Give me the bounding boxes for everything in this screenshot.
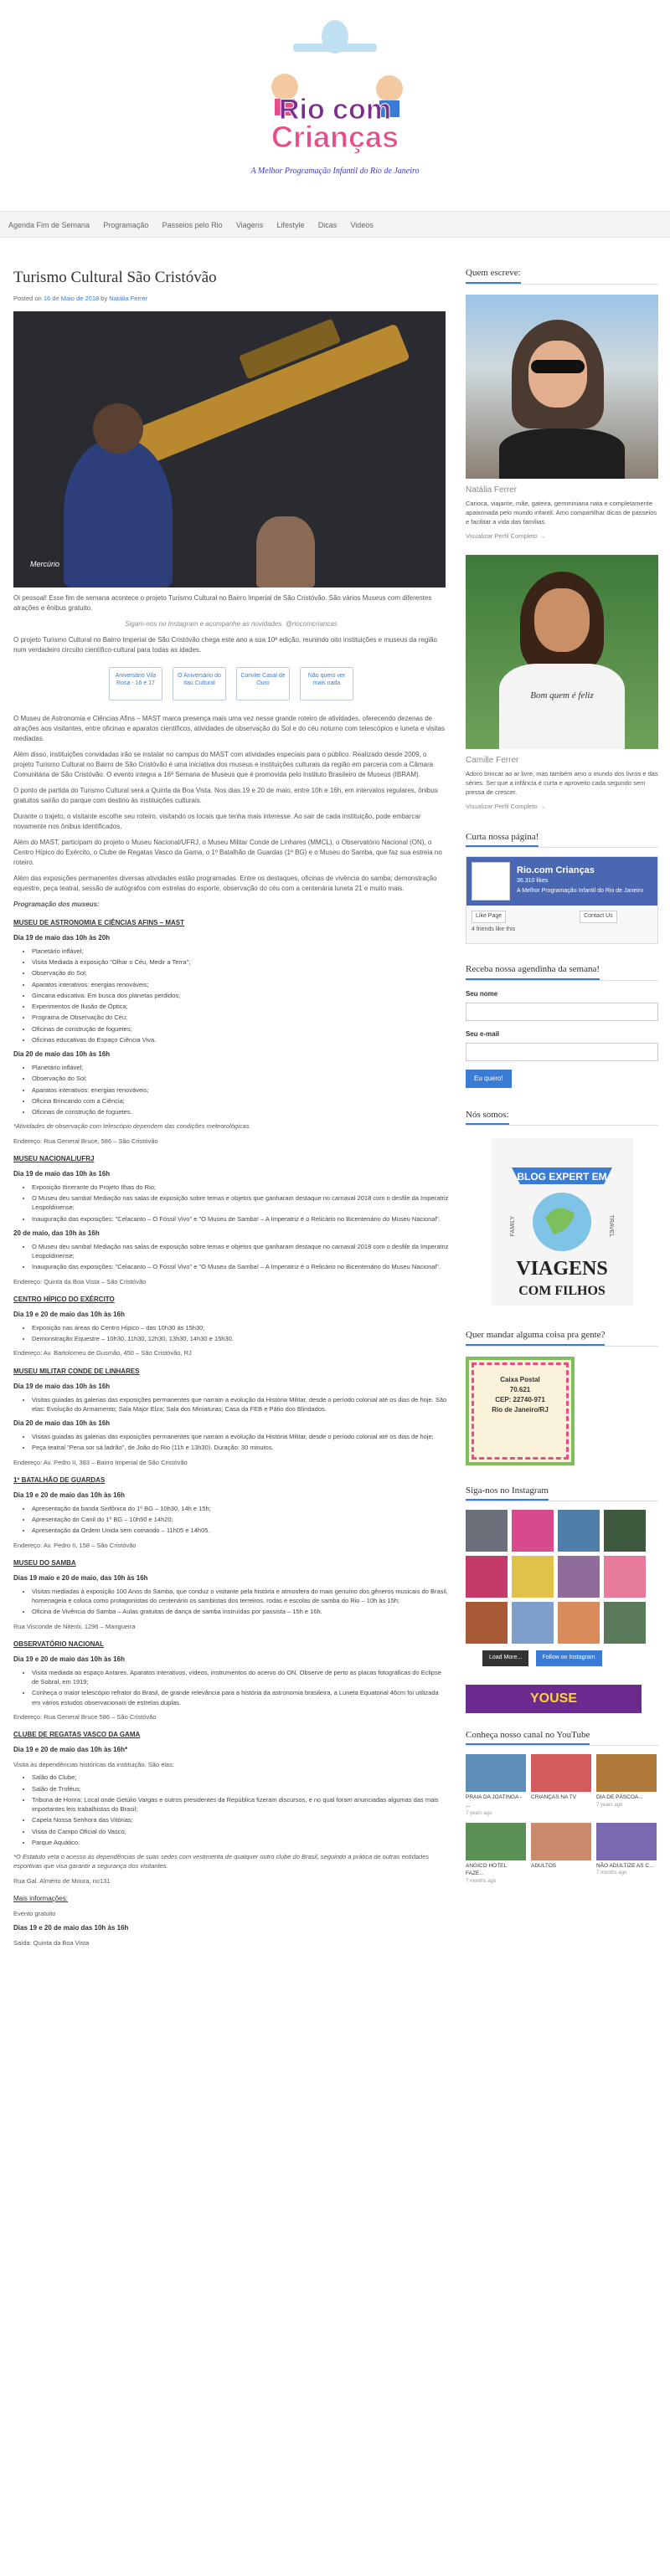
instagram-photo[interactable] (512, 1556, 554, 1598)
badge-top-text: BLOG EXPERT EM (517, 1171, 607, 1183)
section-title: CLUBE DE REGATAS VASCO DA GAMA (13, 1731, 141, 1738)
list-item: • Visitas guiadas às galerias das exposições permanentes que narram a evolução da História Militar, desde o período colonial até os dias de hoje. São elas: Evolução do Armamento; Sala Major Elza; Sala dos Miniaturas; Casa da FEB e Pátio dos Blindados. (32, 1395, 449, 1414)
related-post[interactable]: Aniversário Vila Rosa - 16 e 17 (109, 667, 162, 700)
svg-text:Crianças: Crianças (271, 120, 399, 154)
instagram-photo[interactable] (604, 1510, 646, 1552)
related-post[interactable]: O Aniversário do Itaú Cultural (173, 667, 226, 700)
author-photo-camille (466, 555, 658, 749)
list-item: • Conheça o maior telescópio refrator do Brasil, de grande relevância para a história da astronomia brasileira, a Luneta Equatorial 46cm foi utilizada em vários estudos observacionais de estrelas duplas. (32, 1688, 449, 1707)
post-intro: Oi pessoal! Esse fim de semana acontece o projeto Turismo Cultural no Bairro Imperial de São Cristóvão. São vários Museus com diferentes atrações e ênibus gratuito. (13, 593, 432, 612)
author-bio: Carioca, viajante, mãe, gateira, gemminiana nata e completamente apaixonada pelo mundo infantil. Amo compartilhar dicas de passeios e facilitar a vida das famílias. (466, 499, 657, 526)
list-item: • Visita Mediada à exposição "Olhar o Céu, Medir a Terra"; (32, 957, 449, 967)
section-day: Dia 20 de maio das 10h às 16h (13, 1050, 111, 1058)
list-item: • Apresentação do Canil do 1º BG – 10h50 e 14h20; (32, 1515, 449, 1524)
site-logo[interactable] (234, 12, 436, 171)
fb-likes-count: 36.310 likes (517, 878, 549, 884)
list-item: • Oficinas de construção de foguetes. (32, 1107, 449, 1116)
author-name: Camille Ferrer (466, 755, 519, 765)
section-address: Rua Visconde de Niterói, 1296 – Mangueira (13, 1622, 136, 1630)
section-day: Dia 19 de maio das 10h às 20h (13, 933, 111, 942)
post-paragraph: Além do MAST, participam do projeto o Museu Nacional/UFRJ, o Museu Militar Conde de Linhares (MMCL), o Observatório Nacional (ON), o Centro Hípico do Exército, o Clube de Regatas Vasco da Gama, o 1º Batalhão de Guardas (1º BG) e o Museu do Samba, que faz sua estreia no roteiro. (13, 838, 442, 866)
section-day: Dia 20 de maio das 10h às 16h (13, 1419, 111, 1427)
site-tagline: A Melhor Programação Infantil do Rio de Janeiro (250, 167, 420, 176)
related-post[interactable]: Não quero ver mais nada (300, 667, 353, 700)
instagram-photo[interactable] (558, 1602, 600, 1644)
list-item: • Visitas mediadas à exposição 100 Anos do Samba, que conduz o visitante pela história e atmosfera do mais genuíno dos gêneros musicais do Brasil, homenageia e coloca como protagonistas do centenário os sambistas dos terreiros, rodas e escolas de samba do Rio – 10h às 15h; (32, 1587, 449, 1606)
list-item: • Visita do Campo Oficial do Vasco; (32, 1827, 449, 1836)
list-item: • Visita mediada ao espaço Antares. Aparatos interativos, vídeos, instrumentos do acervo do ON. Observe de perto as placas fotográficas do Eclipse de Sobral, em 1919; (32, 1668, 449, 1687)
postal-line: Rio de Janeiro/RJ (492, 1405, 549, 1414)
section-address: Endereço: Av. Pedro II, 383 – Bairro Imperial de São Cristóvão (13, 1458, 188, 1466)
blog-expert-badge[interactable] (466, 1134, 658, 1310)
section-note: *O Estatuto veta o acesso às dependências de suas sedes com vestimenta de qualquer outro clube do Brasil, seguindo a prática de outras entidades esportivas que visa garantir a segurança dos visitantes. (13, 1853, 430, 1870)
section-title: MUSEU MILITAR CONDE DE LINHARES (13, 1367, 140, 1375)
instagram-photo[interactable] (558, 1510, 600, 1552)
activity-list (32, 1242, 449, 1272)
section-day: Dia 19 e 20 de maio das 10h às 16h (13, 1491, 125, 1499)
youtube-video[interactable]: NÃO ADULTIZE AS C... 7 months ago (596, 1823, 657, 1886)
post-paragraph: Além disso, instituições convidadas irão se instalar no campus do MAST com atividades especiais para o público. Realizado desde 2009, o projeto Turismo Cultural no Bairro de São Cristóvão é uma iniciativa dos museus e instituições culturais da região em parceria com a Câmara Comunitária de São Cristóvão. O evento integra a 16ª Semana de Museus que é promovida pelo Instituto Brasileiro de Museus (IBRAM). (13, 750, 434, 778)
list-item: • Oficina de Vivência do Samba – Aulas gratuitas de dança de samba instruídas por passista – 15h e 16h. (32, 1607, 449, 1616)
section-address: Endereço: Rua General Bruce 586 – São Cristóvão (13, 1712, 157, 1721)
list-item: • Exposição nas áreas do Centro Hípico – das 10h30 às 15h30; (32, 1323, 449, 1332)
list-item: • Inauguração das exposições: "Celacanto – O Fóssil Vivo" e "O Museu de Samba! – A Imperatriz é o Relicário no Bicentenário do Museu Nacional". (32, 1214, 449, 1224)
section-day: Dia 19 e 20 de maio das 10h às 16h (13, 1655, 125, 1663)
more-info-line: Evento gratuito (13, 1909, 56, 1917)
programacao-heading: Programação dos museus: (13, 900, 100, 908)
nav-item-viagens[interactable]: Viagens (235, 221, 264, 229)
list-item: • Oficina Brincando com a Ciência; (32, 1096, 449, 1106)
nav-item-passeios[interactable]: Passeios pelo Rio (162, 221, 223, 229)
activity-list (32, 1323, 449, 1344)
section-day: Dia 19 e 20 de maio das 10h às 16h* (13, 1746, 128, 1753)
activity-list (32, 1063, 449, 1116)
main-nav (0, 211, 670, 238)
subscribe-button[interactable]: Eu quero! (466, 1070, 512, 1088)
section-intro: Visita às dependências históricas da instituição. São elas: (13, 1761, 175, 1768)
list-item: • Apresentação da Ordem Unida sem comando – 11h05 e 14h05. (32, 1526, 449, 1535)
section-day: Dia 19 e 20 de maio das 10h às 16h (13, 1310, 125, 1318)
nav-item-dicas[interactable]: Dicas (317, 221, 338, 229)
more-info-title: Mais informações: (13, 1894, 68, 1902)
list-item: • Salão do Clube; (32, 1773, 449, 1782)
post-paragraph: Além das exposições permanentes diversas atividades estão programadas. Entre os destaques, oficinas de vivência do samba; demonstração equestre, peça teatral, sessão de autógrafos com estrelas do esporte, observação do céu com a centenária luneta 21 e muito mais. (13, 874, 437, 892)
section-title: OBSERVATÓRIO NACIONAL (13, 1640, 105, 1648)
author-name: Natália Ferrer (466, 485, 518, 495)
list-item: • Gincana educativa: Em busca dos planetas perdidos; (32, 991, 449, 1000)
post-paragraph: Durante o trajeto, o visitante escolhe seu roteiro, visitando os locais que tenha mais interesse. Ao sair de cada instituição, pode embarcar novamente nos ônibus identificados. (13, 812, 421, 830)
list-item: • Demonstração Equestre – 10h30, 11h30, 12h30, 13h30, 14h30 e 15h30. (32, 1334, 449, 1343)
youtube-video[interactable]: ANGICO HOTEL FAZE... 7 months ago (466, 1823, 526, 1886)
section-address: Endereço: Rua General Bruce, 586 – São Cristóvão (13, 1137, 158, 1145)
list-item: • Parque Aquático. (32, 1838, 449, 1847)
list-item: • Aparatos interativos: energias renováveis; (32, 980, 449, 989)
postal-line: Caixa Postal (500, 1375, 540, 1383)
more-info-line: Dias 19 e 20 de maio das 10h às 16h (13, 1924, 129, 1932)
post-date-link[interactable]: 16 de Maio de 2018 (43, 294, 100, 302)
email-input[interactable] (466, 1043, 658, 1061)
name-input[interactable] (466, 1003, 658, 1021)
postal-line: CEP: 22740-971 (495, 1395, 545, 1403)
site-header (0, 0, 670, 209)
svg-text:Rio com: Rio com (278, 94, 392, 126)
youtube-video[interactable]: PRAIA DA JOATINGA - ... 7 years ago (466, 1754, 526, 1818)
instagram-photo[interactable] (604, 1556, 646, 1598)
activity-list (32, 1773, 449, 1847)
widget-title: Curta nossa página! (466, 830, 539, 848)
section-day: 20 de maio, das 10h às 16h (13, 1229, 100, 1237)
section-title: MUSEU DO SAMBA (13, 1558, 76, 1567)
ad-banner[interactable] (466, 1685, 642, 1713)
activity-list (32, 947, 449, 1044)
post-paragraph: O projeto Turismo Cultural no Bairro Imperial de São Cristóvão chega este ano a sua 10ª edição, reunindo oito instituições e museus da região num verdadeiro circuito científico-cultural para todas as idades. (13, 635, 437, 654)
image-caption: Mercúrio (30, 559, 60, 568)
related-post[interactable]: Convite Casal de Ouro (236, 667, 290, 700)
section-address: Endereço: Av. Bartolomeu de Gusmão, 450 – São Cristóvão, RJ (13, 1349, 192, 1357)
list-item: • O Museu deu samba! Mediação nas salas de exposição sobre temas e objetos que ganharam destaque no carnaval 2018 com o desfile da Imperatriz Leopoldinense; (32, 1193, 449, 1213)
activity-list (32, 1183, 449, 1224)
instagram-photo[interactable] (558, 1556, 600, 1598)
section-day: Dia 19 de maio das 10h às 16h (13, 1382, 111, 1390)
nav-item-programacao[interactable]: Programação (103, 221, 149, 229)
fb-contact-button[interactable]: Contact Us (580, 911, 617, 923)
instagram-line: Sigam-nos no Instagram e acompanhe as novidades. @riocomcriancas (125, 619, 338, 628)
list-item: • Peça teatral "Pena sor sá ladrão", de João do Rio (11h e 13h30). Duração: 30 minutos. (32, 1443, 449, 1452)
activity-list (32, 1432, 449, 1453)
section-title: MUSEU NACIONAL/UFRJ (13, 1154, 95, 1162)
related-posts (13, 667, 449, 700)
author-profile-link[interactable]: Visualizar Perfil Completo → (466, 532, 546, 541)
shirt-text: Bom quem é feliz (530, 690, 594, 700)
instagram-photo[interactable] (466, 1510, 508, 1552)
section-title: MUSEU DE ASTRONOMIA E CIÊNCIAS AFINS – MAST (13, 918, 185, 926)
list-item: • Salão de Troféus; (32, 1784, 449, 1793)
section-title: 1º BATALHÃO DE GUARDAS (13, 1475, 106, 1484)
more-info-line: Saída: Quinta da Boa Vista (13, 1939, 90, 1947)
section-title: CENTRO HÍPICO DO EXÉRCITO (13, 1295, 115, 1303)
nav-item-videos[interactable]: Videos (350, 221, 374, 229)
list-item: • Visitas guiadas às galerias das exposições permanentes que narram a evolução da História Militar, desde o período colonial até os dias de hoje; (32, 1432, 449, 1441)
section-address: Endereço: Quinta da Boa Vista – São Cristóvão (13, 1277, 147, 1285)
list-item: • Tribuna de Honra: Local onde Getúlio Vargas e outros presidentes da República fizeram discursos, e no qual foram anunciadas algumas das mais importantes leis trabalhistas do Brasil; (32, 1795, 449, 1814)
activity-list (32, 1668, 449, 1707)
section-note: *Atividades de observação com telescópio dependem das condições meteorológicas. (13, 1122, 251, 1131)
widget-title: Quem escreve: (466, 266, 521, 284)
activity-list (32, 1587, 449, 1617)
post-paragraph: O Museu de Astronomia e Ciências Afins – MAST marca presença mais uma vez nesse grande roteiro de atividades, oferecendo dezenas de atrações aos visitantes, entre oficinas e aparatos científicos, atividades de observação do Sol e do céu noturno com telescópios e luneta e visitas mediadas. (13, 714, 445, 742)
sidebar (466, 266, 658, 1886)
instagram-load-more[interactable]: Load More... (482, 1650, 528, 1666)
list-item: • Planetário inflável; (32, 1063, 449, 1072)
postal-card (466, 1357, 575, 1465)
instagram-photo[interactable] (466, 1602, 508, 1644)
fb-page-subtitle: A Melhor Programação Infantil do Rio de Janeiro (517, 888, 643, 894)
post-body (13, 593, 449, 1948)
email-label: Seu e-mail (466, 1029, 500, 1038)
main-content (13, 266, 449, 1947)
post-author-link[interactable]: Natália Ferrer (109, 294, 148, 302)
meta-by: by (100, 294, 108, 302)
widget-title: Nós somos: (466, 1108, 509, 1126)
instagram-follow[interactable]: Follow on Instagram (536, 1650, 602, 1666)
section-address: Endereço: Av. Pedro II, 158 – São Cristóvão (13, 1541, 137, 1549)
badge-left-text: FAMILY (510, 1215, 516, 1237)
list-item: • Apresentação da banda Sinfônica do 1º BG – 10h30, 14h e 15h; (32, 1504, 449, 1513)
section-day: Dias 19 maio e 20 de maio, das 10h às 16h (13, 1573, 148, 1582)
nav-item-lifestyle[interactable]: Lifestyle (276, 221, 305, 229)
fb-page-name[interactable]: Rio.com Crianças (517, 865, 595, 875)
widget-title: Conheça nosso canal no YouTube (466, 1728, 590, 1746)
list-item: • Observação do Sol; (32, 968, 449, 978)
fb-page-logo (472, 862, 510, 901)
activity-list (32, 1395, 449, 1414)
section-address: Rua Gal. Almério de Moura, no131 (13, 1876, 111, 1885)
badge-main-2: COM FILHOS (518, 1284, 606, 1298)
author-profile-link[interactable]: Visualizar Perfil Completo → (466, 803, 546, 811)
postal-line: 70.621 (509, 1385, 531, 1393)
instagram-grid (466, 1510, 658, 1644)
post-meta (13, 294, 449, 303)
instagram-photo[interactable] (512, 1510, 554, 1552)
name-label: Seu nome (466, 989, 498, 998)
author-photo-natalia (466, 295, 658, 479)
badge-main-1: VIAGENS (516, 1258, 608, 1280)
youtube-grid (466, 1754, 658, 1886)
fb-friends-like: 4 friends like this (472, 926, 516, 932)
author-bio: Adoro brincar ao ar livre, mas também amo o mundo dos livros e das séries. Ser que a infância é curta e aproveito cada segundo sem pressa de crescer. (466, 769, 658, 796)
badge-right-text: TRAVEL (608, 1214, 614, 1238)
list-item: • Oficinas educativas do Espaço Ciência Viva. (32, 1035, 449, 1044)
widget-title: Quer mandar alguma coisa pra gente? (466, 1328, 605, 1346)
list-item: • Programa de Observação do Céu; (32, 1013, 449, 1022)
list-item: • Inauguração das exposições: "Celacanto – O Fóssil Vivo" e "O Museu da Samba! – A Imperatriz é o Relicário no Bicentenário do Museu Nacional". (32, 1262, 449, 1271)
ad-text: YOUSE (529, 1691, 577, 1706)
youtube-video[interactable]: ADULTOS (531, 1823, 591, 1886)
list-item: • Oficinas de construção de foguetes; (32, 1024, 449, 1034)
list-item: • Experimentos de Ilusão de Óptica; (32, 1002, 449, 1011)
post-paragraph: O ponto de partida do Turismo Cultural será a Quinta da Boa Vista. Nos dias 19 e 20 de maio, entre 10h e 16h, em intervalos regulares, ônibus gratuitos sairão do parque com destino às instituições culturais. (13, 786, 438, 804)
list-item: • Exposição Itinerante do Projeto Ilhas do Rio; (32, 1183, 449, 1192)
widget-title: Siga-nos no Instagram (466, 1484, 549, 1501)
meta-prefix: Posted on (13, 294, 42, 302)
activity-list (32, 1504, 449, 1536)
post-title: Turismo Cultural São Cristóvão (13, 269, 217, 286)
section-day: Dia 19 de maio das 10h às 16h (13, 1169, 111, 1178)
facebook-page-widget (466, 856, 658, 944)
youtube-video[interactable]: DIA DE PÁSCOA... 7 years ago (596, 1754, 657, 1818)
instagram-photo[interactable] (512, 1602, 554, 1644)
widget-title: Receba nossa agendinha da semana! (466, 962, 600, 980)
post-hero-image (13, 311, 446, 588)
instagram-photo[interactable] (604, 1602, 646, 1644)
list-item: • Observação do Sol; (32, 1074, 449, 1083)
list-item: • O Museu deu samba! Mediação nas salas de exposição sobre temas e objetos que ganharam destaque no carnaval 2018 com o desfile da Imperatriz Leopoldinense; (32, 1242, 449, 1261)
fb-like-button[interactable]: Like Page (472, 911, 506, 923)
instagram-photo[interactable] (466, 1556, 508, 1598)
youtube-video[interactable]: CRIANÇAS NA TV (531, 1754, 591, 1818)
list-item: • Planetário inflável; (32, 947, 449, 956)
nav-item-agenda[interactable]: Agenda Fim de Semana (8, 221, 90, 229)
museum-sections (13, 918, 449, 1886)
list-item: • Aparatos interativos: energias renováveis; (32, 1085, 449, 1095)
list-item: • Capela Nossa Senhora das Vitórias; (32, 1815, 449, 1824)
